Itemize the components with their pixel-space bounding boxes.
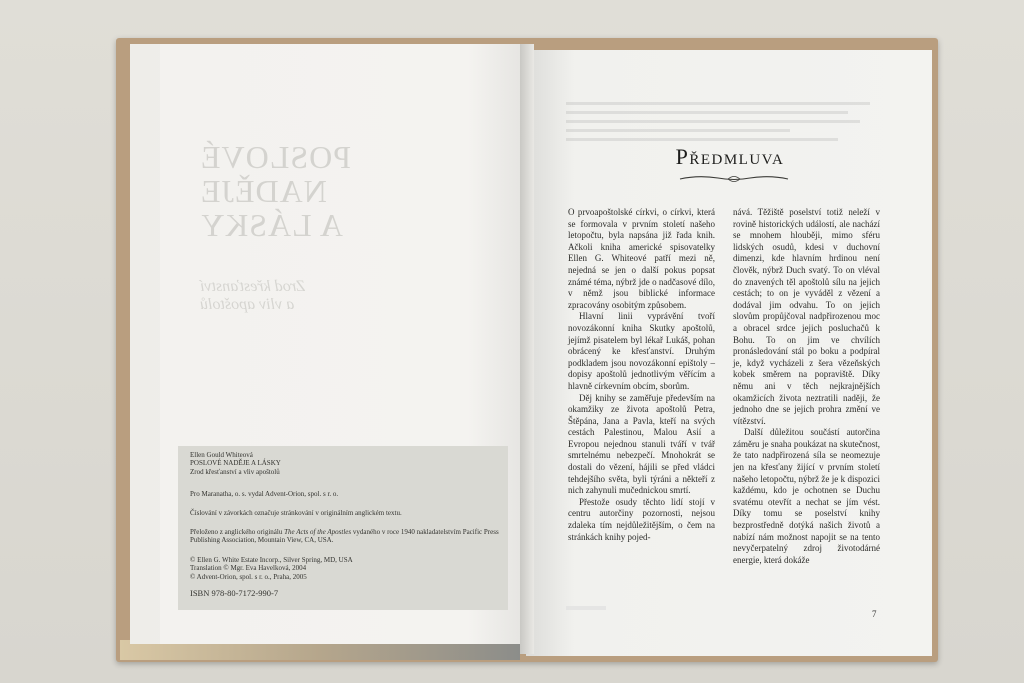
chapter-heading: Předmluva — [675, 144, 785, 169]
imprint-translation — [190, 528, 506, 545]
paragraph: nává. Těžiště poselství totiž neleží v rovině historických událostí, ale nachází se mnohem hlouběji, mimo sféru lidských osudů, kdesi v duchovní dimenzi, kde hlavním hrdinou není člověk, nýbrž Duch svatý. To on vléval do znavených těl apoštolů sílu na jejich cestách; to on je vyváděl z vězení a dodával jim odvahu. To on jejich slovům propůjčoval nadpřirozenou moc a obracel srdce jejich posluchačů k Bohu. To on jim ve chvílích pronásledování stál po boku a podpíral je, když vycházeli z šera vězeňských kobek směrem na popraviště. Díky němu ani v těch nejkrajnějších okamžicích života neztratili naději, že jednoho dne se jejich prohra změní ve vítězství. — [733, 207, 880, 426]
imprint-publisher — [190, 490, 500, 498]
isbn-text: ISBN 978-80-7172-990-7 — [190, 588, 279, 598]
paragraph: Děj knihy se zaměřuje především na okamžiky ze života apoštolů Petra, Štěpána, Jana a Pavla, kteří na svých cestách Palestinou, Malou Asií a Evropou nejednou stanuli tváří v tvář smrtelnému nebezpečí. Mnohokrát se dostali do vězení, hájili se před vládci tehdejšího světa, byli týráni a někteří z nich zahynuli mučednickou smrtí. — [568, 392, 715, 496]
show-through-subtitle — [200, 278, 360, 314]
text-column-left — [568, 207, 715, 543]
show-through-line: A LÁSKY — [200, 207, 344, 243]
imprint-author: Ellen Gould Whiteová — [190, 451, 253, 459]
imprint-title: POSLOVÉ NADĚJE A LÁSKY — [190, 459, 281, 468]
copyright-line: Translation © Mgr. Eva Havelková, 2004 — [190, 564, 307, 573]
imprint-publisher-line: Pro Maranatha, o. s. vydal Advent-Orion, spol. s r. o. — [190, 490, 339, 498]
imprint-note-text: Číslování v závorkách označuje stránkování v originálním anglickém textu. — [190, 509, 402, 517]
show-through-line: NADĚJE — [200, 173, 327, 209]
show-through-line: a vliv apoštolů — [200, 296, 295, 313]
show-through-folio — [566, 606, 606, 610]
show-through-line: Zrod křesťanství — [200, 278, 306, 295]
paragraph: O prvoapoštolské církvi, o církvi, která se formovala v prvním století našeho letopočtu, byla napsána již řada knih. Ačkoli kniha americké spisovatelky Ellen G. Whiteové patří mezi ně, nejedná se jen o další pokus popsat známé téma, nýbrž jde o nadčasové dílo, v němž jsou biblické informace zpracovány osobitým způsobem. — [568, 207, 715, 310]
show-through-title — [200, 140, 400, 242]
paragraph: Další důležitou součástí autorčina záměru je snaha poukázat na skutečnost, že tato nadpřirozená síla se neomezuje jen na křesťany žijící v prvním století našeho letopočtu, nýbrž že je k dispozici každému, kdo je ochotnen se Duchu svatému otevřít a nechat se jím vést. Díky tomu se poselství knihy bezprostředně dotýká našich životů a nabízí nám možnost napojit se na tento nevyčerpatelný zdroj životodárné energie, která dokáže — [733, 427, 880, 565]
paragraph: Hlavní linii vyprávění tvoří novozákonní kniha Skutky apoštolů, jejímž pisatelem byl lékař Lukáš, pohan obrácený ke křesťanství. Druhým podkladem jsou novozákonní epištoly – dopisy apoštolů jednotlivým věřícím a hlavně církevním obcím, sborům. — [568, 311, 715, 391]
imprint-box — [178, 446, 508, 610]
show-through-line: POSLOVÉ — [200, 139, 352, 175]
heading-ornament — [678, 172, 790, 186]
imprint-title-block — [190, 451, 500, 476]
original-title: The Acts of the Apostles — [284, 528, 352, 536]
copyright-line: © Ellen G. White Estate Incorp., Silver Spring, MD, USA — [190, 556, 353, 564]
text-column-right — [733, 207, 880, 566]
imprint-translation-text — [190, 528, 506, 545]
imprint-copyright — [190, 556, 500, 581]
isbn — [190, 589, 500, 597]
imprint-note — [190, 509, 500, 517]
book-gutter — [520, 44, 534, 654]
page-number: 7 — [872, 609, 877, 619]
translation-prefix: Přeloženo z anglického originálu — [190, 528, 285, 536]
copyright-line: © Advent-Orion, spol. s r. o., Praha, 2005 — [190, 572, 307, 581]
translation-suffix: vydaného v roce 1940 nakladatelstvím Pacific Press Publishing Association, Mountain View, CA, USA. — [190, 528, 499, 545]
paragraph: Přestože osudy těchto lidí stojí v centru autorčiny pozornosti, nejsou zdaleka tím nejdůležitějším, o čem na stránkách knihy pojed- — [568, 496, 715, 542]
imprint-subtitle: Zrod křesťanství a vliv apoštolů — [190, 467, 280, 476]
